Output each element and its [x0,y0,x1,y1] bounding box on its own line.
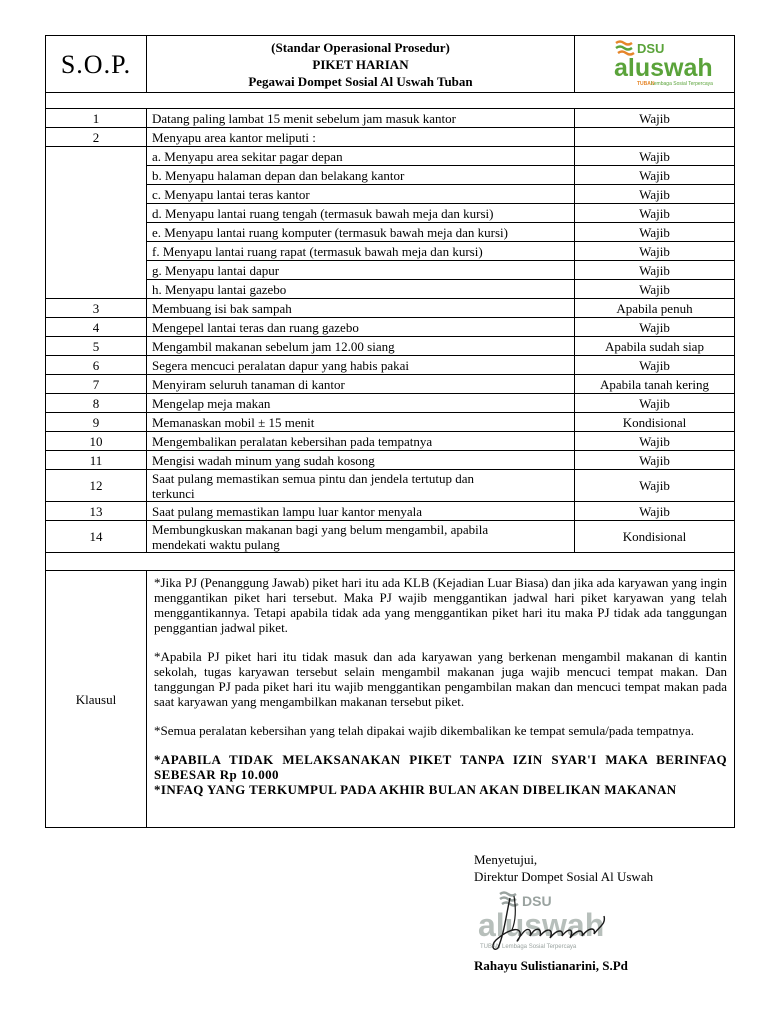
logo-tagline: Lembaga Sosial Terpercaya [651,81,713,87]
klausul-label: Klausul [46,571,147,828]
row-status: Wajib [575,356,735,375]
row-number: 7 [46,375,147,394]
row-task-line-1: Saat pulang memastikan semua pintu dan jendela tertutup dan [152,470,475,486]
row-number: 12 [46,470,147,502]
row-status: Wajib [575,223,735,242]
table-row [46,451,735,470]
row-number: 5 [46,337,147,356]
row-task: c. Menyapu lantai teras kantor [147,185,575,204]
title-line-2: PIKET HARIAN [312,56,409,72]
row-task: a. Menyapu area sekitar pagar depan [147,147,575,166]
approval-title: Direktur Dompet Sosial Al Uswah [474,869,654,884]
row-status: Kondisional [575,521,735,553]
table-row [46,185,735,204]
table-row [46,242,735,261]
sop-table [45,35,735,828]
row-task: b. Menyapu halaman depan dan belakang kantor [147,166,575,185]
row-number: 10 [46,432,147,451]
row-status: Apabila tanah kering [575,375,735,394]
row-task: h. Menyapu lantai gazebo [147,280,575,299]
row-task: Menyapu area kantor meliputi : [147,128,575,147]
table-row [46,166,735,185]
row-status: Wajib [575,502,735,521]
row-task: Membuang isi bak sampah [147,299,575,318]
row-number: 14 [46,521,147,553]
row-task: Mengambil makanan sebelum jam 12.00 siang [147,337,575,356]
table-row [46,502,735,521]
row-status: Wajib [575,109,735,128]
row-task-line-1: Membungkuskan makanan bagi yang belum mengambil, apabila [152,521,489,537]
table-row [46,356,735,375]
row-status: Wajib [575,261,735,280]
table-row [46,128,735,147]
logo-name: aluswah [614,54,713,82]
row-task: Saat pulang memastikan lampu luar kantor menyala [147,502,575,521]
row-status: Wajib [575,451,735,470]
row-task: Mengisi wadah minum yang sudah kosong [147,451,575,470]
row-status: Wajib [575,166,735,185]
row-number: 13 [46,502,147,521]
logo-dsu: DSU [637,41,665,56]
row-number: 8 [46,394,147,413]
approval-label: Menyetujui, [474,852,538,867]
row-task: Menyiram seluruh tanaman di kantor [147,375,575,394]
spacer-row [46,93,735,109]
title-line-3: Pegawai Dompet Sosial Al Uswah Tuban [248,73,473,89]
row-task: Mengembalikan peralatan kebersihan pada tempatnya [147,432,575,451]
signature-stamp [470,886,670,956]
row-task: g. Menyapu lantai dapur [147,261,575,280]
table-row [46,109,735,128]
row-status: Wajib [575,280,735,299]
row-status: Wajib [575,470,735,502]
row-task: Segera mencuci peralatan dapur yang habis pakai [147,356,575,375]
row-status: Wajib [575,185,735,204]
row-task: Mengepel lantai teras dan ruang gazebo [147,318,575,337]
row-status: Kondisional [575,413,735,432]
signer-name: Rahayu Sulistianarini, S.Pd [474,958,628,973]
klausul-text [147,571,735,828]
row-task: f. Menyapu lantai ruang rapat (termasuk bawah meja dan kursi) [147,242,575,261]
document-title [147,36,575,93]
stamp-tagline: TUBAN Lembaga Sosial Terpercaya [480,944,577,950]
spacer-row [46,553,735,571]
header-row [46,36,735,93]
logo-city: TUBAN [637,81,655,87]
klausul-paragraph-3: *Semua peralatan kebersihan yang telah dipakai wajib dikembalikan ke tempat semula/pada tempatnya. [154,723,695,738]
row-status: Wajib [575,204,735,223]
row-status: Apabila sudah siap [575,337,735,356]
table-row [46,394,735,413]
row-task: Datang paling lambat 15 menit sebelum jam masuk kantor [147,109,575,128]
row-task: d. Menyapu lantai ruang tengah (termasuk bawah meja dan kursi) [147,204,575,223]
logo-cell [575,36,735,93]
row-number: 6 [46,356,147,375]
row-status: Wajib [575,432,735,451]
table-row [46,375,735,394]
row-task-line-2: mendekati waktu pulang [152,536,280,552]
row-task [147,521,575,553]
row-task: e. Menyapu lantai ruang komputer (termasuk bawah meja dan kursi) [147,223,575,242]
table-row [46,223,735,242]
table-row [46,147,735,166]
row-task: Mengelap meja makan [147,394,575,413]
row-number: 9 [46,413,147,432]
klausul-row [46,571,735,828]
row-status: Wajib [575,242,735,261]
row-number: 4 [46,318,147,337]
logo-waves-icon [616,42,634,55]
table-row [46,470,735,502]
row-number: 2 [46,128,147,147]
row-task-line-2: terkunci [152,485,195,501]
row-status: Wajib [575,394,735,413]
row-task: Memanaskan mobil ± 15 menit [147,413,575,432]
stamp-name: aluswah [478,907,605,943]
table-row [46,299,735,318]
table-row [46,280,735,299]
table-row [46,261,735,280]
row-status [575,128,735,147]
table-row [46,318,735,337]
row-task [147,470,575,502]
klausul-infaq: *INFAQ YANG TERKUMPUL PADA AKHIR BULAN AKAN DIBELIKAN MAKANAN [154,782,677,797]
row-number: 1 [46,109,147,128]
row-number: 11 [46,451,147,470]
table-row [46,432,735,451]
table-row [46,413,735,432]
row-status: Wajib [575,147,735,166]
sop-label: S.O.P. [46,36,147,93]
klausul-paragraph-1: *Jika PJ (Penanggung Jawab) piket hari itu ada KLB (Kejadian Luar Biasa) dan jika ada karyawan yang ingin menggantikan piket hari tersebut. Maka PJ wajib menggantikan jadwal hari piket karyawan yang telah menggantikannya. Tetapi apabila tidak ada yang menggantikan piket hari itu maka PJ tidak ada tanggungan penggantian jadwal piket. [154,575,727,635]
title-line-1: (Standar Operasional Prosedur) [271,39,450,55]
row-number-merged [46,147,147,299]
table-row [46,204,735,223]
row-number: 3 [46,299,147,318]
klausul-paragraph-2: *Apabila PJ piket hari itu tidak masuk dan ada karyawan yang berkenan mengambil makanan di kantin sekolah, tugas karyawan tersebut selain mengambil makanan juga wajib mencuci tempat makan. Dan tanggungan PJ pada piket hari itu wajib menggantikan pengambilan makan dan mencuci tempat makan pada saat karyawan yang mengambilkan makanan tersebut piket. [154,649,727,709]
approval-block [474,851,734,885]
table-row [46,521,735,553]
row-status: Wajib [575,318,735,337]
stamp-dsu: DSU [522,893,552,909]
table-row [46,337,735,356]
row-status: Apabila penuh [575,299,735,318]
aluswah-logo [575,36,734,89]
klausul-penalty: *APABILA TIDAK MELAKSANAKAN PIKET TANPA IZIN SYAR'I MAKA BERINFAQ SEBESAR Rp 10.000 [154,752,727,782]
